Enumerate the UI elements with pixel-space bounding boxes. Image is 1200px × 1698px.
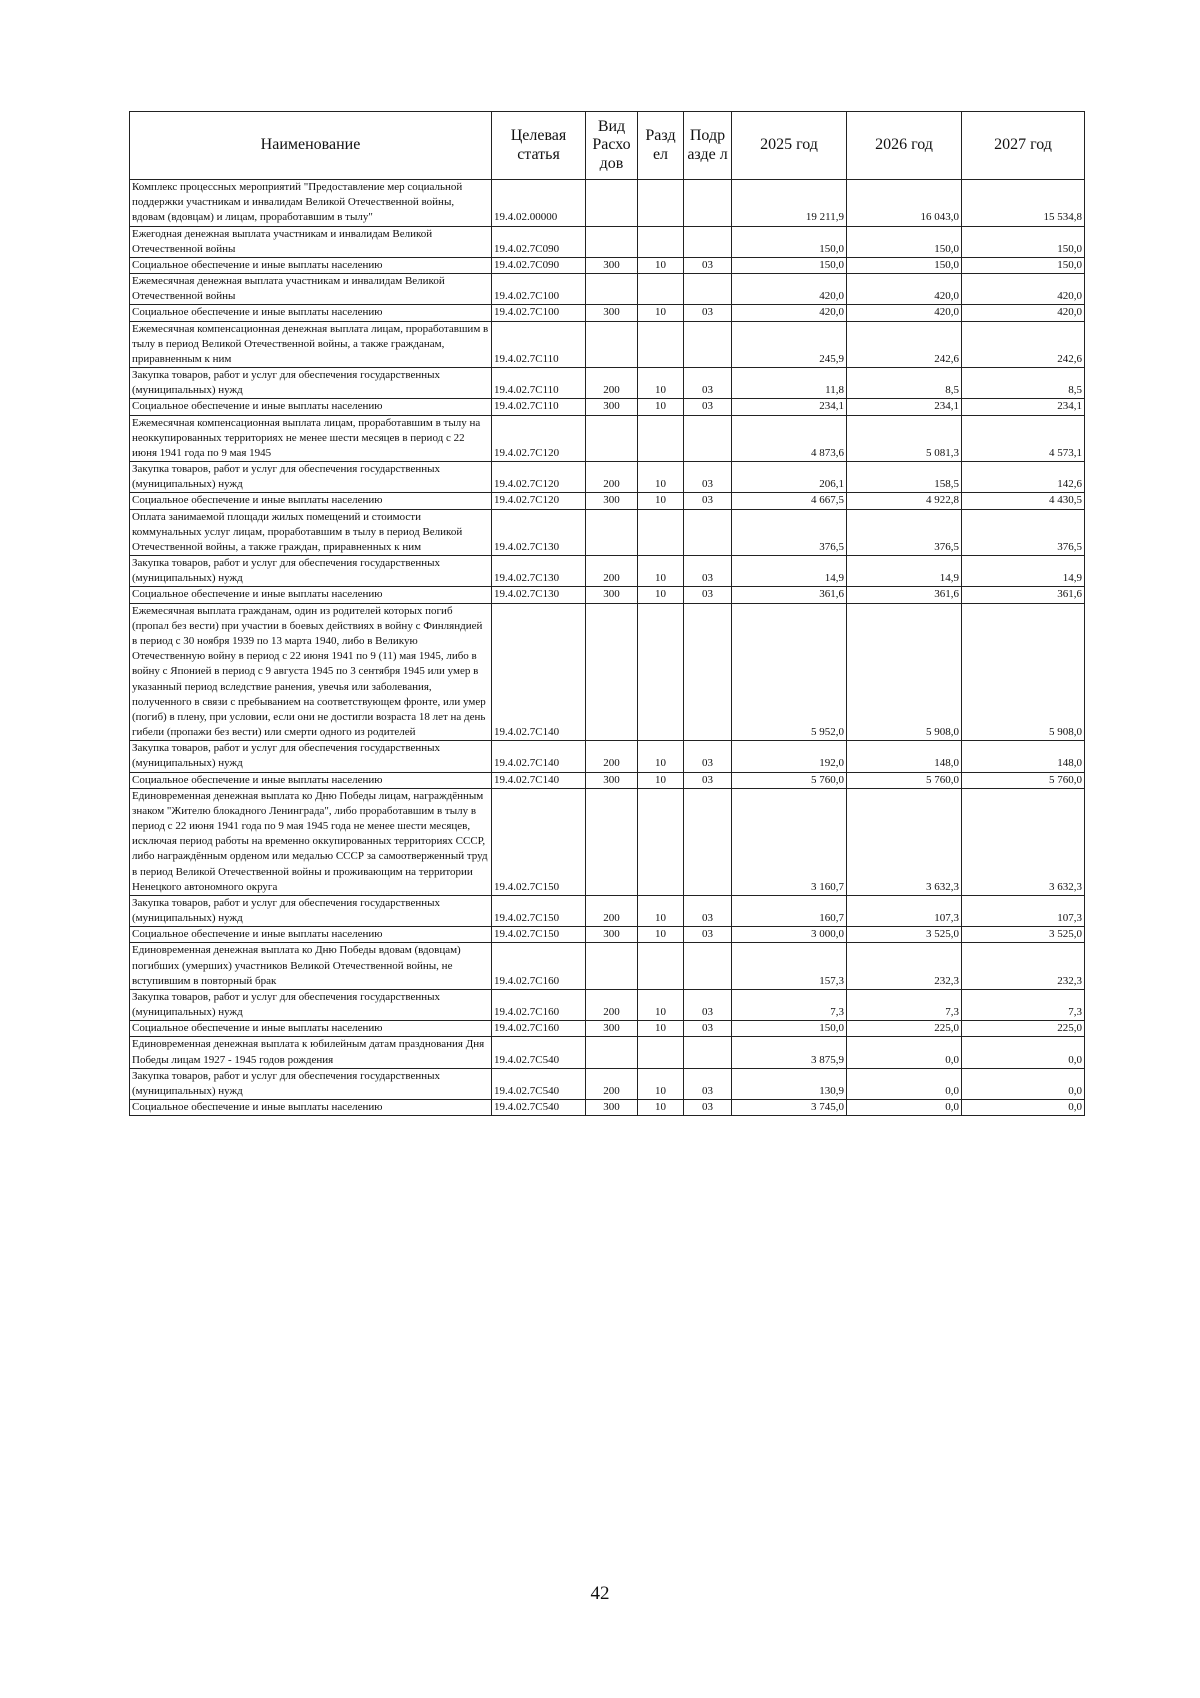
cell-year-2027: 232,3 bbox=[962, 943, 1085, 990]
table-row bbox=[130, 1037, 1085, 1068]
cell-name: Социальное обеспечение и иные выплаты населению bbox=[130, 305, 492, 321]
table-row bbox=[130, 1021, 1085, 1037]
cell-name: Социальное обеспечение и иные выплаты населению bbox=[130, 1021, 492, 1037]
cell-expense-type bbox=[586, 943, 638, 990]
cell-year-2026: 150,0 bbox=[847, 257, 962, 273]
cell-name: Ежемесячная компенсационная денежная выплата лицам, проработавшим в тылу в период Великой Отечественной войны, а также гражданам, приравненным к ним bbox=[130, 321, 492, 368]
table-row bbox=[130, 305, 1085, 321]
cell-section: 10 bbox=[638, 305, 684, 321]
cell-year-2025: 160,7 bbox=[732, 895, 847, 926]
cell-subsection: 03 bbox=[684, 1021, 732, 1037]
cell-name: Закупка товаров, работ и услуг для обеспечения государственных (муниципальных) нужд bbox=[130, 989, 492, 1020]
cell-year-2027: 150,0 bbox=[962, 226, 1085, 257]
cell-section bbox=[638, 943, 684, 990]
cell-year-2026: 150,0 bbox=[847, 226, 962, 257]
cell-year-2026: 8,5 bbox=[847, 368, 962, 399]
header-expense-type: Вид Расхо дов bbox=[586, 112, 638, 180]
cell-target-code: 19.4.02.7С540 bbox=[492, 1068, 586, 1099]
cell-section: 10 bbox=[638, 399, 684, 415]
cell-year-2026: 107,3 bbox=[847, 895, 962, 926]
cell-year-2026: 158,5 bbox=[847, 462, 962, 493]
cell-section: 10 bbox=[638, 1068, 684, 1099]
cell-subsection bbox=[684, 180, 732, 227]
cell-expense-type: 300 bbox=[586, 257, 638, 273]
cell-section bbox=[638, 1037, 684, 1068]
cell-target-code: 19.4.02.7С140 bbox=[492, 741, 586, 772]
cell-section bbox=[638, 321, 684, 368]
cell-year-2025: 3 875,9 bbox=[732, 1037, 847, 1068]
cell-name: Ежемесячная денежная выплата участникам и инвалидам Великой Отечественной войны bbox=[130, 274, 492, 305]
cell-section: 10 bbox=[638, 257, 684, 273]
cell-section: 10 bbox=[638, 927, 684, 943]
cell-year-2027: 242,6 bbox=[962, 321, 1085, 368]
cell-subsection: 03 bbox=[684, 462, 732, 493]
cell-target-code: 19.4.02.7С140 bbox=[492, 603, 586, 741]
cell-year-2026: 5 081,3 bbox=[847, 415, 962, 462]
cell-section: 10 bbox=[638, 1021, 684, 1037]
cell-year-2025: 420,0 bbox=[732, 305, 847, 321]
cell-target-code: 19.4.02.7С110 bbox=[492, 399, 586, 415]
cell-year-2027: 234,1 bbox=[962, 399, 1085, 415]
cell-name: Ежемесячная выплата гражданам, один из родителей которых погиб (пропал без вести) при участии в боевых действиях в войну с Финляндией в период с 30 ноября 1939 по 13 марта 1940, либо в Великую Отечественную войну в период с 22 июня 1941 по 9 (11) мая 1945, либо в войну с Японией в период с 9 августа 1945 по 3 сентября 1945 или умер в указанный период вследствие ранения, увечья или заболевания, полученного в связи с пребыванием на соответствующем фронте, или умер (погиб) в плену, при условии, если они не достигли возраста 18 лет на день гибели (пропажи без вести) или смерти одного из родителей bbox=[130, 603, 492, 741]
cell-subsection: 03 bbox=[684, 989, 732, 1020]
cell-name: Социальное обеспечение и иные выплаты населению bbox=[130, 1100, 492, 1116]
table-row bbox=[130, 274, 1085, 305]
cell-year-2027: 361,6 bbox=[962, 587, 1085, 603]
cell-year-2025: 206,1 bbox=[732, 462, 847, 493]
cell-expense-type bbox=[586, 274, 638, 305]
table-row bbox=[130, 927, 1085, 943]
cell-year-2027: 0,0 bbox=[962, 1068, 1085, 1099]
cell-subsection bbox=[684, 788, 732, 895]
cell-year-2027: 5 908,0 bbox=[962, 603, 1085, 741]
cell-year-2025: 376,5 bbox=[732, 509, 847, 556]
cell-target-code: 19.4.02.7С150 bbox=[492, 927, 586, 943]
cell-subsection bbox=[684, 509, 732, 556]
cell-section: 10 bbox=[638, 587, 684, 603]
cell-year-2025: 130,9 bbox=[732, 1068, 847, 1099]
cell-year-2026: 7,3 bbox=[847, 989, 962, 1020]
cell-year-2027: 15 534,8 bbox=[962, 180, 1085, 227]
cell-subsection bbox=[684, 603, 732, 741]
cell-expense-type bbox=[586, 180, 638, 227]
cell-name: Закупка товаров, работ и услуг для обеспечения государственных (муниципальных) нужд bbox=[130, 1068, 492, 1099]
cell-year-2027: 225,0 bbox=[962, 1021, 1085, 1037]
cell-year-2026: 376,5 bbox=[847, 509, 962, 556]
cell-subsection bbox=[684, 943, 732, 990]
cell-target-code: 19.4.02.7С150 bbox=[492, 788, 586, 895]
cell-year-2026: 242,6 bbox=[847, 321, 962, 368]
cell-target-code: 19.4.02.7С120 bbox=[492, 415, 586, 462]
cell-section: 10 bbox=[638, 895, 684, 926]
cell-subsection bbox=[684, 321, 732, 368]
cell-year-2026: 0,0 bbox=[847, 1068, 962, 1099]
cell-subsection: 03 bbox=[684, 368, 732, 399]
cell-year-2026: 148,0 bbox=[847, 741, 962, 772]
cell-section bbox=[638, 603, 684, 741]
cell-expense-type: 300 bbox=[586, 927, 638, 943]
cell-year-2027: 0,0 bbox=[962, 1037, 1085, 1068]
cell-subsection: 03 bbox=[684, 556, 732, 587]
cell-target-code: 19.4.02.7С100 bbox=[492, 305, 586, 321]
cell-section bbox=[638, 180, 684, 227]
cell-expense-type bbox=[586, 226, 638, 257]
cell-year-2025: 150,0 bbox=[732, 226, 847, 257]
cell-target-code: 19.4.02.7С160 bbox=[492, 943, 586, 990]
cell-year-2026: 234,1 bbox=[847, 399, 962, 415]
table-row bbox=[130, 257, 1085, 273]
cell-section: 10 bbox=[638, 368, 684, 399]
header-target-code: Целевая статья bbox=[492, 112, 586, 180]
cell-year-2025: 19 211,9 bbox=[732, 180, 847, 227]
cell-year-2025: 157,3 bbox=[732, 943, 847, 990]
cell-year-2025: 5 760,0 bbox=[732, 772, 847, 788]
cell-subsection bbox=[684, 415, 732, 462]
cell-target-code: 19.4.02.00000 bbox=[492, 180, 586, 227]
cell-year-2026: 14,9 bbox=[847, 556, 962, 587]
cell-section: 10 bbox=[638, 556, 684, 587]
table-row bbox=[130, 788, 1085, 895]
cell-target-code: 19.4.02.7С110 bbox=[492, 368, 586, 399]
cell-target-code: 19.4.02.7С140 bbox=[492, 772, 586, 788]
table-body bbox=[130, 180, 1085, 1116]
cell-year-2025: 150,0 bbox=[732, 257, 847, 273]
cell-expense-type: 200 bbox=[586, 989, 638, 1020]
cell-name: Закупка товаров, работ и услуг для обеспечения государственных (муниципальных) нужд bbox=[130, 741, 492, 772]
cell-expense-type: 300 bbox=[586, 1021, 638, 1037]
cell-section bbox=[638, 415, 684, 462]
table-row bbox=[130, 368, 1085, 399]
cell-year-2025: 11,8 bbox=[732, 368, 847, 399]
table-row bbox=[130, 462, 1085, 493]
cell-subsection: 03 bbox=[684, 1068, 732, 1099]
cell-name: Закупка товаров, работ и услуг для обеспечения государственных (муниципальных) нужд bbox=[130, 462, 492, 493]
cell-name: Единовременная денежная выплата ко Дню Победы вдовам (вдовцам) погибших (умерших) участников Великой Отечественной войны, не вступившим в повторный брак bbox=[130, 943, 492, 990]
cell-year-2027: 376,5 bbox=[962, 509, 1085, 556]
cell-name: Социальное обеспечение и иные выплаты населению bbox=[130, 587, 492, 603]
cell-subsection: 03 bbox=[684, 927, 732, 943]
cell-name: Социальное обеспечение и иные выплаты населению bbox=[130, 257, 492, 273]
table-row bbox=[130, 509, 1085, 556]
table-row bbox=[130, 226, 1085, 257]
cell-name: Единовременная денежная выплата ко Дню Победы лицам, награждённым знаком "Жителю блокадного Ленинграда", либо проработавшим в тылу в период с 22 июня 1941 года по 9 мая 1945 года не менее шести месяцев, исключая период работы на временно оккупированных территориях СССР, либо награждённым орденом или медалью СССР за самоотверженный труд в период Великой Отечественной войны и проживающим на территории Ненецкого автономного округа bbox=[130, 788, 492, 895]
cell-expense-type bbox=[586, 1037, 638, 1068]
cell-year-2027: 3 632,3 bbox=[962, 788, 1085, 895]
cell-target-code: 19.4.02.7С130 bbox=[492, 509, 586, 556]
cell-name: Социальное обеспечение и иные выплаты населению bbox=[130, 772, 492, 788]
cell-expense-type: 200 bbox=[586, 368, 638, 399]
cell-target-code: 19.4.02.7С540 bbox=[492, 1037, 586, 1068]
cell-name: Ежемесячная компенсационная выплата лицам, проработавшим в тылу на неоккупированных территориях не менее шести месяцев в период с 22 июня 1941 года по 9 мая 1945 bbox=[130, 415, 492, 462]
cell-year-2027: 8,5 bbox=[962, 368, 1085, 399]
cell-section: 10 bbox=[638, 462, 684, 493]
cell-year-2025: 4 667,5 bbox=[732, 493, 847, 509]
cell-expense-type: 300 bbox=[586, 772, 638, 788]
cell-subsection: 03 bbox=[684, 399, 732, 415]
cell-year-2025: 4 873,6 bbox=[732, 415, 847, 462]
cell-expense-type: 300 bbox=[586, 587, 638, 603]
table-row bbox=[130, 1100, 1085, 1116]
header-name: Наименование bbox=[130, 112, 492, 180]
cell-name: Закупка товаров, работ и услуг для обеспечения государственных (муниципальных) нужд bbox=[130, 368, 492, 399]
cell-expense-type: 200 bbox=[586, 556, 638, 587]
cell-year-2025: 3 745,0 bbox=[732, 1100, 847, 1116]
cell-name: Оплата занимаемой площади жилых помещений и стоимости коммунальных услуг лицам, проработавшим в тылу в период Великой Отечественной войны, а также граждан, приравненных к ним bbox=[130, 509, 492, 556]
table-row bbox=[130, 415, 1085, 462]
cell-subsection bbox=[684, 226, 732, 257]
cell-name: Единовременная денежная выплата к юбилейным датам празднования Дня Победы лицам 1927 - 1945 годов рождения bbox=[130, 1037, 492, 1068]
cell-year-2025: 3 000,0 bbox=[732, 927, 847, 943]
cell-year-2026: 361,6 bbox=[847, 587, 962, 603]
cell-section bbox=[638, 226, 684, 257]
cell-expense-type: 200 bbox=[586, 1068, 638, 1099]
cell-year-2027: 4 573,1 bbox=[962, 415, 1085, 462]
page-number: 42 bbox=[590, 1583, 610, 1604]
table-row bbox=[130, 895, 1085, 926]
cell-year-2027: 148,0 bbox=[962, 741, 1085, 772]
cell-year-2027: 420,0 bbox=[962, 305, 1085, 321]
cell-year-2025: 420,0 bbox=[732, 274, 847, 305]
table-row bbox=[130, 1068, 1085, 1099]
cell-subsection: 03 bbox=[684, 257, 732, 273]
cell-year-2027: 420,0 bbox=[962, 274, 1085, 305]
table-row bbox=[130, 399, 1085, 415]
cell-year-2026: 420,0 bbox=[847, 274, 962, 305]
table-row bbox=[130, 603, 1085, 741]
header-section: Разд ел bbox=[638, 112, 684, 180]
cell-name: Комплекс процессных мероприятий "Предоставление мер социальной поддержки участникам и инвалидам Великой Отечественной войны, вдовам (вдовцам) и лицам, проработавшим в тылу" bbox=[130, 180, 492, 227]
cell-expense-type: 200 bbox=[586, 895, 638, 926]
cell-year-2026: 3 525,0 bbox=[847, 927, 962, 943]
cell-expense-type: 300 bbox=[586, 493, 638, 509]
cell-target-code: 19.4.02.7С120 bbox=[492, 493, 586, 509]
cell-section: 10 bbox=[638, 989, 684, 1020]
cell-year-2026: 0,0 bbox=[847, 1100, 962, 1116]
cell-subsection: 03 bbox=[684, 587, 732, 603]
header-year-2027: 2027 год bbox=[962, 112, 1085, 180]
cell-year-2025: 7,3 bbox=[732, 989, 847, 1020]
cell-year-2027: 0,0 bbox=[962, 1100, 1085, 1116]
cell-name: Закупка товаров, работ и услуг для обеспечения государственных (муниципальных) нужд bbox=[130, 556, 492, 587]
cell-subsection bbox=[684, 274, 732, 305]
cell-year-2025: 234,1 bbox=[732, 399, 847, 415]
cell-section: 10 bbox=[638, 493, 684, 509]
header-year-2025: 2025 год bbox=[732, 112, 847, 180]
table-row bbox=[130, 321, 1085, 368]
cell-year-2026: 5 760,0 bbox=[847, 772, 962, 788]
cell-expense-type bbox=[586, 415, 638, 462]
cell-year-2026: 4 922,8 bbox=[847, 493, 962, 509]
cell-year-2026: 232,3 bbox=[847, 943, 962, 990]
cell-expense-type bbox=[586, 603, 638, 741]
cell-section: 10 bbox=[638, 741, 684, 772]
cell-year-2025: 14,9 bbox=[732, 556, 847, 587]
cell-year-2027: 5 760,0 bbox=[962, 772, 1085, 788]
header-subsection: Подр азде л bbox=[684, 112, 732, 180]
cell-expense-type: 300 bbox=[586, 399, 638, 415]
cell-target-code: 19.4.02.7С090 bbox=[492, 257, 586, 273]
cell-year-2025: 361,6 bbox=[732, 587, 847, 603]
cell-target-code: 19.4.02.7С110 bbox=[492, 321, 586, 368]
cell-target-code: 19.4.02.7С160 bbox=[492, 1021, 586, 1037]
cell-expense-type bbox=[586, 509, 638, 556]
cell-target-code: 19.4.02.7С090 bbox=[492, 226, 586, 257]
cell-target-code: 19.4.02.7С120 bbox=[492, 462, 586, 493]
cell-subsection: 03 bbox=[684, 493, 732, 509]
table-row bbox=[130, 556, 1085, 587]
cell-name: Ежегодная денежная выплата участникам и инвалидам Великой Отечественной войны bbox=[130, 226, 492, 257]
cell-year-2027: 150,0 bbox=[962, 257, 1085, 273]
cell-year-2027: 14,9 bbox=[962, 556, 1085, 587]
cell-year-2026: 3 632,3 bbox=[847, 788, 962, 895]
cell-subsection: 03 bbox=[684, 305, 732, 321]
cell-expense-type bbox=[586, 321, 638, 368]
cell-target-code: 19.4.02.7С130 bbox=[492, 556, 586, 587]
header-row bbox=[130, 112, 1085, 180]
cell-section: 10 bbox=[638, 1100, 684, 1116]
table-row bbox=[130, 587, 1085, 603]
cell-target-code: 19.4.02.7С130 bbox=[492, 587, 586, 603]
cell-year-2025: 5 952,0 bbox=[732, 603, 847, 741]
cell-expense-type: 200 bbox=[586, 741, 638, 772]
table-row bbox=[130, 943, 1085, 990]
cell-target-code: 19.4.02.7С160 bbox=[492, 989, 586, 1020]
cell-year-2025: 245,9 bbox=[732, 321, 847, 368]
cell-year-2026: 5 908,0 bbox=[847, 603, 962, 741]
cell-target-code: 19.4.02.7С150 bbox=[492, 895, 586, 926]
cell-year-2025: 192,0 bbox=[732, 741, 847, 772]
cell-year-2027: 142,6 bbox=[962, 462, 1085, 493]
cell-name: Социальное обеспечение и иные выплаты населению bbox=[130, 399, 492, 415]
cell-section bbox=[638, 274, 684, 305]
cell-year-2026: 225,0 bbox=[847, 1021, 962, 1037]
cell-year-2025: 3 160,7 bbox=[732, 788, 847, 895]
cell-expense-type bbox=[586, 788, 638, 895]
cell-year-2026: 420,0 bbox=[847, 305, 962, 321]
cell-name: Социальное обеспечение и иные выплаты населению bbox=[130, 493, 492, 509]
table-row bbox=[130, 493, 1085, 509]
cell-subsection: 03 bbox=[684, 741, 732, 772]
cell-name: Закупка товаров, работ и услуг для обеспечения государственных (муниципальных) нужд bbox=[130, 895, 492, 926]
budget-table bbox=[129, 111, 1085, 1116]
cell-expense-type: 300 bbox=[586, 1100, 638, 1116]
cell-subsection: 03 bbox=[684, 1100, 732, 1116]
table-row bbox=[130, 741, 1085, 772]
table-row bbox=[130, 772, 1085, 788]
cell-year-2025: 150,0 bbox=[732, 1021, 847, 1037]
cell-year-2027: 107,3 bbox=[962, 895, 1085, 926]
cell-section bbox=[638, 509, 684, 556]
cell-year-2027: 4 430,5 bbox=[962, 493, 1085, 509]
cell-name: Социальное обеспечение и иные выплаты населению bbox=[130, 927, 492, 943]
cell-year-2027: 7,3 bbox=[962, 989, 1085, 1020]
cell-target-code: 19.4.02.7С100 bbox=[492, 274, 586, 305]
table-row bbox=[130, 180, 1085, 227]
cell-year-2026: 16 043,0 bbox=[847, 180, 962, 227]
cell-subsection: 03 bbox=[684, 772, 732, 788]
cell-expense-type: 300 bbox=[586, 305, 638, 321]
cell-subsection bbox=[684, 1037, 732, 1068]
cell-year-2026: 0,0 bbox=[847, 1037, 962, 1068]
header-year-2026: 2026 год bbox=[847, 112, 962, 180]
table-row bbox=[130, 989, 1085, 1020]
cell-section bbox=[638, 788, 684, 895]
cell-target-code: 19.4.02.7С540 bbox=[492, 1100, 586, 1116]
cell-expense-type: 200 bbox=[586, 462, 638, 493]
cell-year-2027: 3 525,0 bbox=[962, 927, 1085, 943]
cell-subsection: 03 bbox=[684, 895, 732, 926]
cell-section: 10 bbox=[638, 772, 684, 788]
